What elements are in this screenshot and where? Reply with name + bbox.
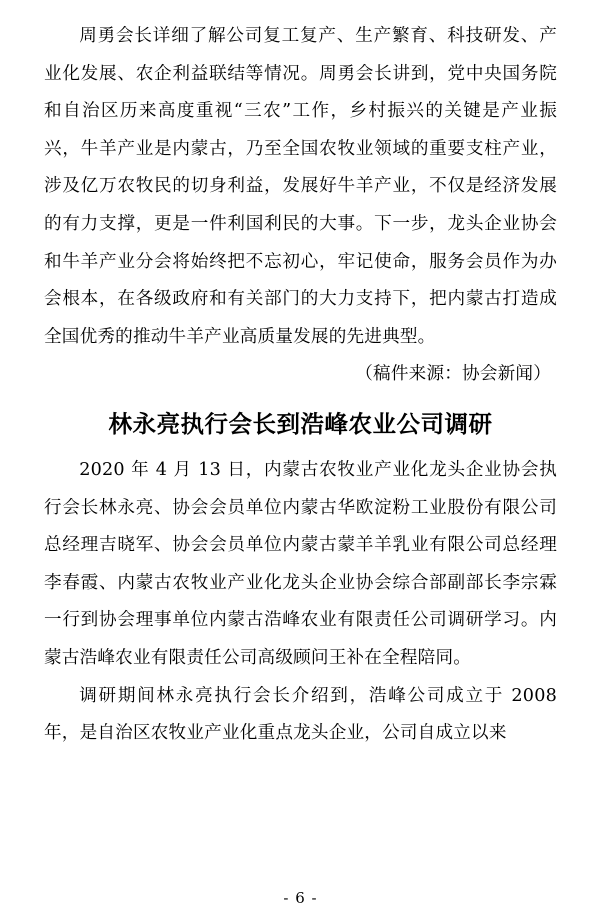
article-headline: 林永亮执行会长到浩峰农业公司调研: [108, 409, 493, 438]
paragraph: 周勇会长详细了解公司复工复产、生产繁育、科技研发、产业化发展、农企利益联结等情况。周勇会长讲到，党中央国务院和自治区历来高度重视“三农”工作，乡村振兴的关键是产业振兴，牛羊产业是内蒙古，乃至全国农牧业领域的重要支柱产业，涉及亿万农牧民的切身利益，发展好牛羊产业，不仅是经济发展的有力支撑，更是一件利国利民的大事。下一步，龙头企业协会和牛羊产业分会将始终把不忘初心，牢记使命，服务会员作为办会根本，在各级政府和有关部门的大力支持下，把内蒙古打造成全国优秀的推动牛羊产业高质量发展的先进典型。: [44, 26, 557, 347]
paragraph: 调研期间林永亮执行会长介绍到，浩峰公司成立于 2008 年，是自治区农牧业产业化重点龙头企业，公司自成立以来: [44, 685, 557, 744]
intro-section: [44, 18, 557, 356]
paragraph: 2020 年 4 月 13 日，内蒙古农牧业产业化龙头企业协会执行会长林永亮、协会会员单位内蒙古华欧淀粉工业股份有限公司总经理吉晓军、协会会员单位内蒙古蒙羊羊乳业有限公司总经理李春霞、内蒙古农牧业产业化龙头企业协会综合部副部长李宗霖一行到协会理事单位内蒙古浩峰农业有限责任公司调研学习。内蒙古浩峰农业有限责任公司高级顾问王补在全程陪同。: [44, 459, 557, 668]
article-section: [44, 452, 557, 753]
page-number: - 6 -: [283, 889, 318, 907]
source-note: （稿件来源：协会新闻）: [355, 364, 551, 385]
